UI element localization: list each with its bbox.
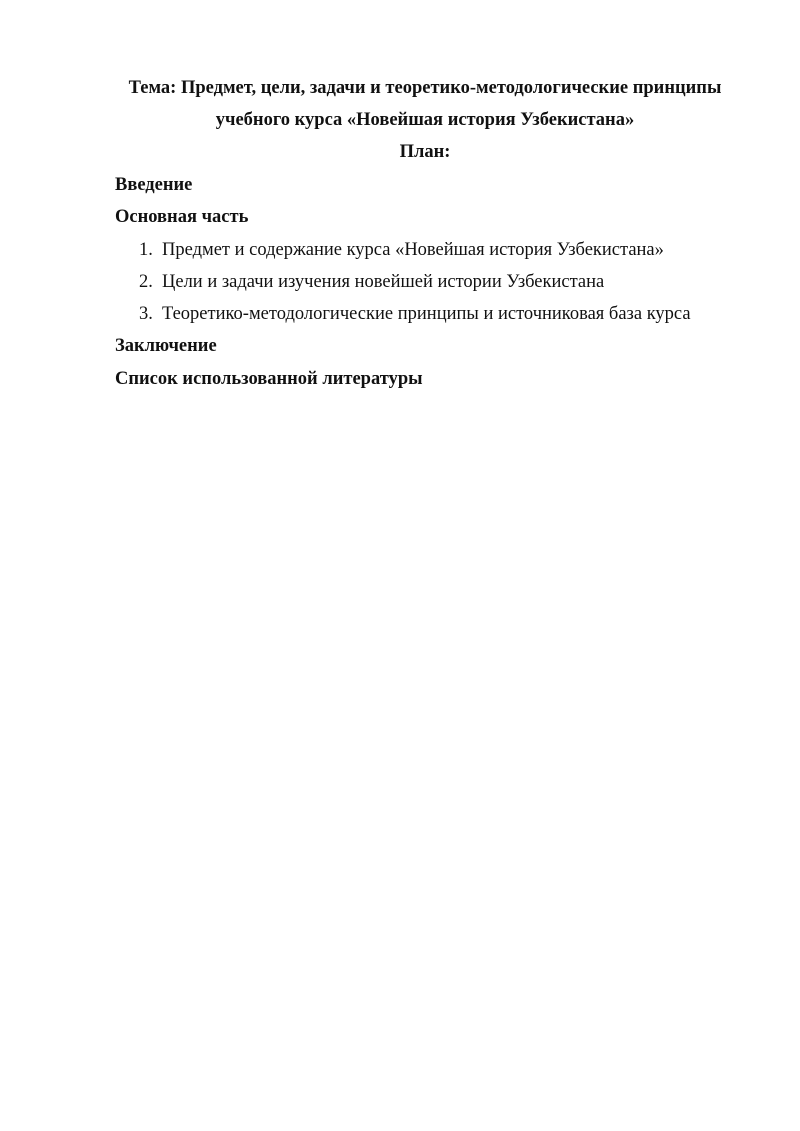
introduction-heading: Введение xyxy=(115,175,193,195)
references-heading: Список использованной литературы xyxy=(115,369,423,389)
list-item-number: 3. xyxy=(139,304,153,324)
main-part-heading: Основная часть xyxy=(115,207,249,227)
title-line-2: учебного курса «Новейшая история Узбекистана» xyxy=(215,110,635,130)
list-item xyxy=(0,298,800,330)
list-item-text: Предмет и содержание курса «Новейшая история Узбекистана» xyxy=(162,240,664,260)
plan-heading: План: xyxy=(399,142,451,162)
list-item-text: Цели и задачи изучения новейшей истории Узбекистана xyxy=(162,272,605,292)
title-line-1: Тема: Предмет, цели, задачи и теоретико-методологические принципы xyxy=(128,78,722,98)
list-item-number: 1. xyxy=(139,240,153,260)
list-item-number: 2. xyxy=(139,272,153,292)
list-item-text: Теоретико-методологические принципы и источниковая база курса xyxy=(162,304,691,324)
conclusion-heading: Заключение xyxy=(115,336,217,356)
list-item xyxy=(0,266,800,298)
list-item xyxy=(0,234,800,266)
